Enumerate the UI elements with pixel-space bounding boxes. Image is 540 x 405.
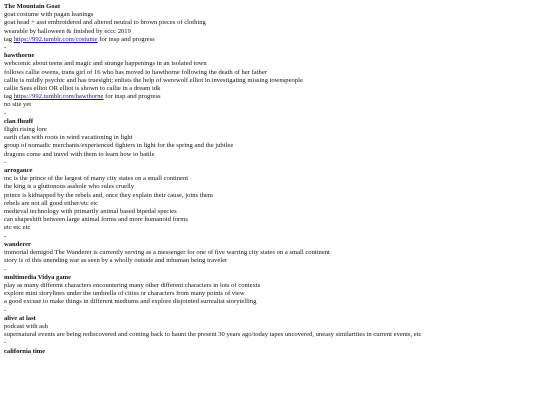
section-line: podcast with ash (4, 322, 48, 330)
section-line: a good excuse to make things in different mediums and explore disjointed surrealist storytelling (4, 298, 257, 306)
section-line: play as many different characters encountering many other different characters in lots of contexts (4, 281, 261, 289)
section-separator: - (4, 109, 7, 117)
section-line: etc etc etc (4, 224, 31, 232)
section-line: prince is kidnapped by the rebels and, once they explain their cause, joins them (4, 191, 213, 199)
section-line: immortal demigod The Wanderer is currently serving as a messenger for one of five warring city states on a small continent (4, 249, 330, 257)
section-title: multimedia Vidya game (4, 273, 72, 281)
section-separator: - (4, 339, 7, 347)
section-line: callie is mildly psychic and has truesight; enlists the help of werewolf elliot in investigating missing townspeople (4, 76, 303, 84)
section-note: no site yet (4, 101, 32, 109)
section-line: dragons come and travel with them to learn how to battle (4, 150, 155, 158)
tag-line (4, 93, 536, 101)
section-line: follows callie owens, trans girl of 16 who has moved to hawthorne following the death of her father (4, 68, 267, 76)
tag-link[interactable]: https://992.tumblr.com/hawthorne (13, 93, 104, 101)
tag-prefix: tag (4, 35, 14, 43)
section-line: mc is the prince of the largest of many city states on a small continent (4, 175, 189, 183)
tag-suffix: for insp and progress (97, 35, 155, 43)
section-line: the king is a gluttonous asshole who rules cruelly (4, 183, 135, 191)
section-line: story is of this unending war as seen by a wholly outside and inhuman being traveler (4, 257, 228, 265)
tag-line (4, 36, 536, 44)
section-title: wanderer (4, 240, 31, 248)
section-line: rebels are not all good either/etc etc (4, 199, 99, 207)
section-line: goat costume with pagan leanings (4, 11, 94, 19)
section-title: california time (4, 347, 46, 355)
section-separator: - (4, 44, 7, 52)
section-title: alive at last (4, 314, 36, 322)
section-separator: - (4, 265, 7, 273)
section-separator: - (4, 158, 7, 166)
section-line: wearable by halloween & finished by eccc 2019 (4, 27, 131, 35)
section-line: webcomic about teens and magic and strange happenings in an isolated town (4, 60, 207, 68)
section-line: supernatural events are being rediscovered and coming back to haunt the present 30 years ago/today tapes uncovered, uneasy similarities in current events, etc (4, 331, 422, 339)
section-line: flight rising lore (4, 126, 47, 134)
tag-prefix: tag (4, 93, 14, 101)
section-separator: - (4, 306, 7, 314)
section-title: hawthorne (4, 52, 35, 60)
section-line: explore mini storylines under the umbrella of cities or characters from many points of view (4, 290, 245, 298)
tag-link[interactable]: https://992.tumblr.com/costume (13, 35, 98, 43)
section-line: earth clan with roots in wind vacationing in light (4, 134, 133, 142)
section-title: arrogance (4, 167, 33, 175)
section-title: clan fluuff (4, 117, 34, 125)
section-line: goat head + asst embroidered and altered neutral to brown pieces of clothing (4, 19, 206, 27)
section-line: group of nomadic merchants/experienced fighters in light for the spring and the jubilee (4, 142, 234, 150)
section-title: The Mountain Goat (4, 3, 61, 10)
section-line: callie Sees elliot OR elliot is shown to callie in a dream idk (4, 85, 161, 93)
tag-suffix: for insp and progress (103, 93, 161, 101)
section-line: can shapeshift between large animal forms and more humanoid forms (4, 216, 188, 224)
section-separator: - (4, 232, 7, 240)
section-line: medieval technology with primarily animal based bipedal species (4, 208, 177, 216)
